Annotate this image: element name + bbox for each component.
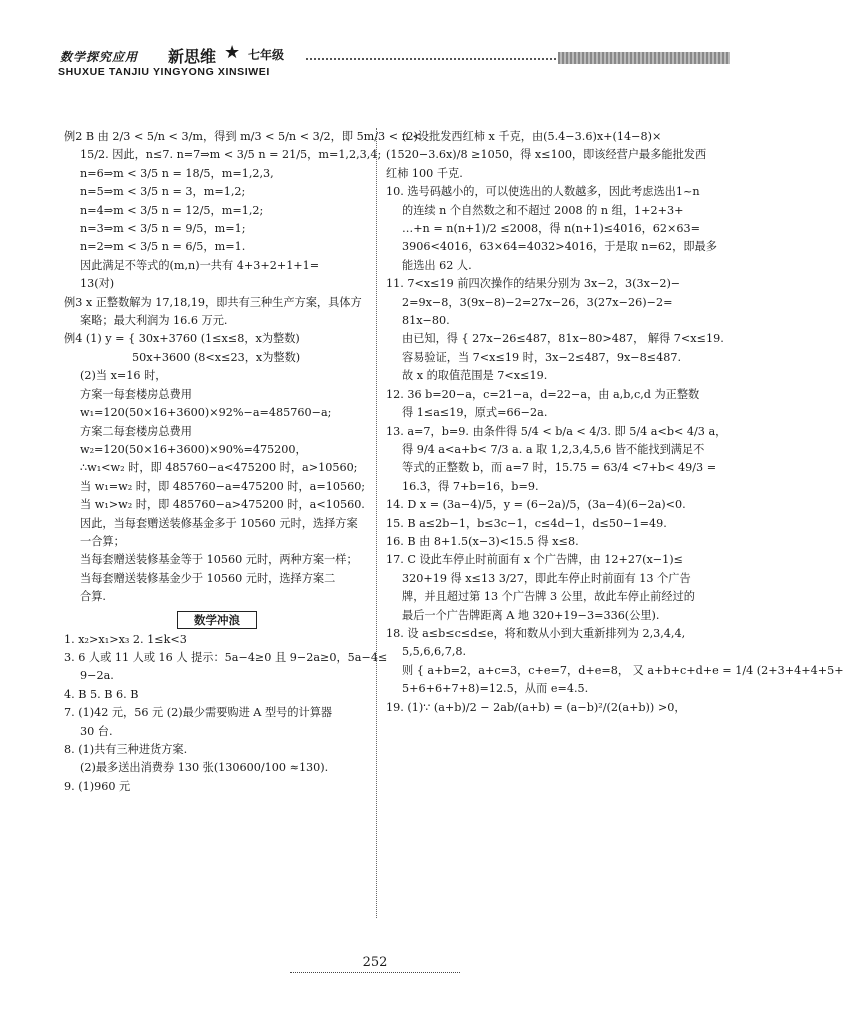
text-line: 一合算； — [80, 534, 125, 548]
text-line: 当每套赠送装修基金少于 10560 元时，选择方案二 — [80, 571, 336, 585]
text-line: 8. (1)共有三种进货方案. — [64, 743, 188, 756]
text-line: 方案二每套楼房总费用 — [80, 424, 192, 438]
page-number: 252 — [362, 955, 388, 970]
right-column — [386, 128, 844, 717]
text-line: w₁=120(50×16+3600)×92%−a=485760−a; — [80, 406, 332, 420]
text-line: 3. 6 人或 11 人或 16 人 提示：5a−4≥0 且 9−2a≥0，5a−4≤ — [64, 650, 388, 664]
text-line: 牌，并且超过第 13 个广告牌 3 公里，故此车停止前经过的 — [402, 590, 695, 604]
text-line: 12. 36 b=20−a，c=21−a，d=22−a，由 a,b,c,d 为正整数 — [386, 387, 700, 401]
text-line: 13. a=7，b=9. 由条件得 5/4 < b/a < 4/3. 即 5/4 a<b< 4/3 a， — [386, 424, 727, 438]
text-line: 等式的正整数 b，而 a=7 时，15.75 = 63/4 <7+b< 49/3 = — [402, 461, 717, 475]
text-line: 当 w₁=w₂ 时，即 485760−a=475200 时，a=10560; — [80, 479, 366, 493]
text-line: (1520−3.6x)/8 ≥1050，得 x≤100，即该经营户最多能批发西 — [386, 148, 707, 162]
text-line: 因此满足不等式的(m,n)一共有 4+3+2+1+1= — [80, 258, 320, 272]
text-line: 14. D x = (3a−4)/5，y = (6−2a)/5，(3a−4)(6−2a)<0. — [386, 498, 686, 512]
text-line: 得 1≤a≤19，原式=66−2a. — [402, 406, 548, 420]
column-divider — [376, 128, 377, 918]
left-column — [64, 128, 422, 796]
text-line: 例4 (1) y = { 30x+3760 (1≤x≤8，x为整数) — [64, 332, 300, 346]
text-line: 320+19 得 x≤13 3/27，即此车停止时前面有 13 个广告 — [402, 571, 691, 585]
text-line: 10. 选号码越小的，可以使选出的人数越多，因此考虑选出1~n — [386, 185, 700, 199]
text-line: 16.3̇，得 7+b=16，b=9. — [402, 479, 539, 493]
text-line: 9. (1)960 元 — [64, 779, 131, 793]
text-line: 的连续 n 个自然数之和不超过 2008 的 n 组，1+2+3+ — [402, 203, 684, 217]
text-line: 15. B a≤2b−1，b≤3c−1，c≤4d−1，d≤50−1=49. — [386, 516, 667, 530]
header-brand: 新思维 — [168, 47, 217, 66]
text-line: 故 x 的取值范围是 7<x≤19. — [402, 369, 548, 383]
text-line: (2)当 x=16 时， — [80, 369, 167, 383]
text-line: 2=9x−8，3(9x−8)−2=27x−26，3(27x−26)−2= — [402, 295, 673, 309]
text-line: 则 { a+b=2，a+c=3，c+e=7，d+e=8， 又 a+b+c+d+e = 1/4 (2+3+4+4+5+ — [402, 663, 844, 677]
text-line: 因此，当每套赠送装修基金多于 10560 元时，选择方案 — [80, 516, 358, 530]
page-number-rule — [290, 972, 460, 973]
section-label: 数学冲浪 — [177, 611, 257, 629]
text-line: 案略；最大利润为 16.6 万元. — [80, 314, 228, 328]
text-line: (2)设批发西红柿 x 千克，由(5.4−3.6)x+(14−8)× — [402, 130, 662, 143]
text-line: 容易验证，当 7<x≤19 时，3x−2≤487，9x−8≤487. — [402, 350, 682, 364]
text-line: …+n = n(n+1)/2 ≤2008，得 n(n+1)≤4016，62×63= — [402, 222, 700, 236]
text-line: w₂=120(50×16+3600)×90%=475200， — [80, 442, 307, 456]
text-line: 81x−80. — [402, 314, 450, 328]
text-line: n=2⇒m < 3/5 n = 6/5，m=1. — [80, 240, 246, 254]
text-line: 5+6+6+7+8)=12.5，从而 e=4.5. — [402, 682, 589, 696]
header-grade: 七年级 — [248, 48, 285, 62]
text-line: 当每套赠送装修基金等于 10560 元时，两种方案一样； — [80, 553, 358, 567]
text-line: 4. B 5. B 6. B — [64, 687, 139, 701]
header-pinyin: SHUXUE TANJIU YINGYONG XINSIWEI — [58, 66, 270, 78]
text-line: 3906<4016，63×64=4032>4016，于是取 n=62，即最多 — [402, 240, 717, 254]
text-line: 例3 x 正整数解为 17,18,19，即共有三种生产方案，具体方 — [64, 295, 362, 309]
text-line: 18. 设 a≤b≤c≤d≤e，将和数从小到大重新排列为 2,3,4,4, — [386, 626, 686, 640]
text-line: 红柿 100 千克. — [386, 166, 463, 180]
text-line: 9−2a. — [80, 669, 114, 683]
text-line: ∴w₁<w₂ 时，即 485760−a<475200 时，a>10560; — [80, 461, 358, 475]
header-title: 数学探究应用 — [60, 50, 139, 64]
text-line: 17. C 设此车停止时前面有 x 个广告牌，由 12+27(x−1)≤ — [386, 553, 684, 567]
text-line: 方案一每套楼房总费用 — [80, 387, 192, 401]
text-line: 30 台. — [80, 724, 113, 738]
header-texture-bar — [558, 52, 730, 64]
text-line: 当 w₁>w₂ 时，即 485760−a>475200 时，a<10560. — [80, 498, 365, 512]
text-line: 13(对) — [80, 277, 115, 291]
text-line: 7. (1)42 元，56 元 (2)最少需要购进 A 型号的计算器 — [64, 706, 333, 720]
text-line: n=5⇒m < 3/5 n = 3，m=1,2; — [80, 185, 246, 199]
text-line: n=4⇒m < 3/5 n = 12/5，m=1,2; — [80, 203, 264, 217]
text-line: 19. (1)∵ (a+b)/2 − 2ab/(a+b) = (a−b)²/(2(a+b)) >0， — [386, 700, 686, 714]
text-line: 最后一个广告牌距离 A 地 320+19−3=336(公里). — [402, 608, 660, 622]
text-line: 50x+3600 (8<x≤23，x为整数) — [132, 350, 301, 364]
text-line: 11. 7<x≤19 前四次操作的结果分别为 3x−2，3(3x−2)− — [386, 277, 681, 291]
text-line: 1. x₂>x₁>x₃ 2. 1≤k<3 — [64, 632, 187, 646]
header-dotted-rule — [306, 58, 556, 60]
text-line: n=6⇒m < 3/5 n = 18/5，m=1,2,3, — [80, 166, 274, 180]
text-line: n=3⇒m < 3/5 n = 9/5，m=1; — [80, 222, 246, 236]
text-line: 由已知，得 { 27x−26≤487，81x−80>487， 解得 7<x≤19. — [402, 332, 724, 346]
text-line: 15/2. 因此，n≤7. n=7⇒m < 3/5 n = 21/5，m=1,2,3,4; — [80, 148, 382, 162]
text-line: 合算. — [80, 590, 106, 604]
text-line: 例2 B 由 2/3 < 5/n < 3/m，得到 m/3 < 5/n < 3/2，即 5m/3 < n < — [64, 130, 422, 143]
star-icon: ★ — [224, 42, 241, 63]
page-header — [58, 44, 730, 84]
text-line: 5,5,6,6,7,8. — [402, 645, 467, 659]
text-line: 16. B 由 8+1.5(x−3)<15.5 得 x≤8. — [386, 534, 579, 548]
text-line: 得 9/4 a<a+b< 7/3 a. a 取 1,2,3,4,5,6 皆不能找到满足不 — [402, 442, 705, 456]
text-line: (2)最多送出消费券 130 张(130600/100 ≈130). — [80, 761, 329, 775]
text-line: 能选出 62 人. — [402, 258, 472, 272]
